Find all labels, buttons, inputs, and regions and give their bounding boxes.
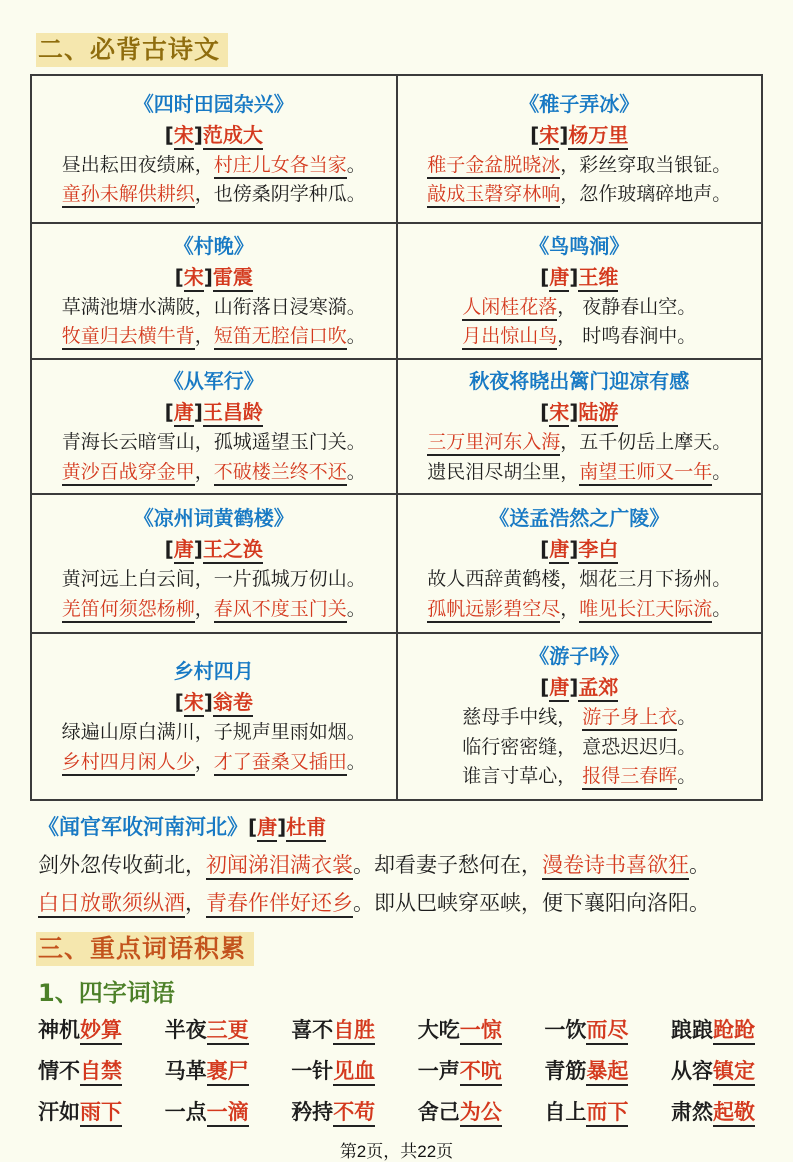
poem-author <box>38 534 390 565</box>
poem-cell <box>31 359 397 494</box>
highlighted-phrase: 孤帆远影碧空尽 <box>427 598 560 623</box>
poem-title: 《村晚》 <box>173 233 254 258</box>
word-item <box>38 1014 122 1044</box>
bracket: [ <box>164 400 174 425</box>
word-black-part: 从容 <box>670 1058 713 1083</box>
word-item <box>291 1096 375 1126</box>
poem-line <box>38 595 390 624</box>
poem-line <box>38 748 390 777</box>
word-red-part: 起敬 <box>713 1100 755 1127</box>
word-red-part: 不吭 <box>460 1059 502 1086</box>
plain-phrase: 。 <box>677 706 697 729</box>
plain-phrase: 。 <box>346 153 366 176</box>
poem-line <box>38 718 390 747</box>
word-black-part: 肃然 <box>670 1099 713 1124</box>
section-heading-poems-label: 二、必背古诗文 <box>36 33 228 67</box>
word-item <box>418 1014 502 1044</box>
poem-line <box>404 151 756 180</box>
highlighted-phrase: 村庄儿女各当家 <box>214 154 347 179</box>
poem-cell <box>397 75 763 223</box>
word-red-part: 为公 <box>460 1100 502 1127</box>
plain-phrase: ， <box>185 891 206 916</box>
poem-line <box>404 595 756 624</box>
highlighted-phrase: 游子身上衣 <box>582 706 677 731</box>
section-heading-poems <box>36 30 763 66</box>
poem-line <box>38 565 390 594</box>
highlighted-phrase: 白日放歌须纵酒 <box>38 891 185 918</box>
word-black-part: 神机 <box>38 1017 80 1042</box>
poem-author <box>404 672 756 703</box>
highlighted-phrase: 羌笛何须怨杨柳 <box>62 598 195 623</box>
extra-poem-author <box>248 815 326 842</box>
plain-phrase: 青海长云暗雪山，孤城遥望玉门关。 <box>61 431 366 454</box>
highlighted-phrase: 唯见长江天际流 <box>579 598 712 623</box>
poem-dynasty: 唐 <box>549 537 569 564</box>
word-item <box>291 1014 375 1044</box>
poem-line <box>404 733 756 762</box>
plain-phrase: 。 <box>346 750 366 773</box>
poem-cell <box>397 223 763 359</box>
word-black-part: 一饮 <box>544 1017 587 1042</box>
bracket: ] <box>203 264 213 289</box>
poem-author-name: 王之涣 <box>203 537 263 564</box>
word-item <box>671 1055 755 1085</box>
poem-line <box>38 180 390 209</box>
poem-author-name: 杜甫 <box>286 815 326 842</box>
bracket: [ <box>248 815 258 839</box>
poem-author-name: 陆游 <box>578 400 618 427</box>
plain-phrase: 临行密密缝， 意恐迟迟归。 <box>462 735 697 758</box>
highlighted-phrase: 南望王师又一年 <box>579 461 712 486</box>
word-black-part: 情不 <box>38 1058 80 1083</box>
plain-phrase: 。 <box>346 460 366 483</box>
bracket: [ <box>164 122 174 147</box>
word-red-part: 一滴 <box>207 1100 249 1127</box>
word-red-part: 而尽 <box>586 1018 628 1045</box>
poem-line <box>404 293 756 322</box>
poem-title: 《送孟浩然之广陵》 <box>489 506 670 531</box>
bracket: [ <box>540 675 550 700</box>
word-red-part: 见血 <box>333 1059 375 1086</box>
word-row <box>38 1055 755 1085</box>
bracket: ] <box>203 690 213 715</box>
bracket: ] <box>559 122 569 147</box>
plain-phrase: ， <box>194 750 214 773</box>
plain-phrase: 故人西辞黄鹤楼，烟花三月下扬州。 <box>427 568 732 591</box>
word-item <box>38 1096 122 1126</box>
poem-cell <box>397 494 763 633</box>
poem-line <box>404 180 756 209</box>
extra-poem-title: 《闻官军收河南河北》 <box>38 815 248 839</box>
bracket: ] <box>277 815 287 839</box>
page-number: 第2页，共22页 <box>339 1141 454 1161</box>
bracket: [ <box>540 537 550 562</box>
word-row <box>38 1014 755 1044</box>
poem-author <box>404 397 756 428</box>
plain-phrase: 。却看妻子愁何在， <box>353 853 542 878</box>
poem-title: 乡村四月 <box>173 659 254 684</box>
poem-author <box>38 687 390 718</box>
word-item <box>38 1055 122 1085</box>
highlighted-phrase: 青春作伴好还乡 <box>206 891 353 918</box>
plain-phrase: 昼出耘田夜绩麻， <box>61 153 214 176</box>
plain-phrase: 剑外忽传收蓟北， <box>38 853 206 878</box>
word-red-part: 而下 <box>586 1100 628 1127</box>
word-black-part: 青筋 <box>544 1058 587 1083</box>
highlighted-phrase: 月出惊山鸟 <box>462 325 557 350</box>
poem-author-name: 王维 <box>578 265 618 292</box>
word-red-part: 妙算 <box>80 1018 122 1045</box>
poem-title: 秋夜将晓出篱门迎凉有感 <box>469 369 690 394</box>
plain-phrase: 遗民泪尽胡尘里， <box>427 460 580 483</box>
word-black-part: 自上 <box>544 1099 587 1124</box>
poem-dynasty: 宋 <box>539 123 559 150</box>
word-red-part: 自禁 <box>80 1059 122 1086</box>
poem-author-name: 范成大 <box>203 123 263 150</box>
plain-phrase: 谁言寸草心， <box>462 765 583 788</box>
plain-phrase: ， 夜静春山空。 <box>557 295 697 318</box>
word-black-part: 舍己 <box>417 1099 460 1124</box>
plain-phrase: ， <box>194 460 214 483</box>
word-black-part: 踉踉 <box>670 1017 713 1042</box>
poem-line <box>404 762 756 791</box>
plain-phrase: 。 <box>346 325 366 347</box>
plain-phrase: ， <box>194 325 214 347</box>
word-red-part: 镇定 <box>713 1059 755 1086</box>
highlighted-phrase: 才了蚕桑又插田 <box>214 751 347 776</box>
poem-dynasty: 宋 <box>184 265 204 292</box>
poem-dynasty: 唐 <box>549 675 569 702</box>
poem-author-name: 翁卷 <box>213 690 253 717</box>
plain-phrase: 黄河远上白云间，一片孤城万仞山。 <box>61 568 366 591</box>
poem-dynasty: 唐 <box>257 815 277 842</box>
poem-line <box>404 458 756 487</box>
highlighted-phrase: 三万里河东入海 <box>427 431 560 456</box>
plain-phrase: ，也傍桑阴学种瓜。 <box>194 183 366 205</box>
word-item <box>291 1055 375 1085</box>
poem-line <box>404 322 756 351</box>
word-black-part: 马革 <box>164 1058 207 1083</box>
poem-title: 《鸟鸣涧》 <box>529 233 630 258</box>
word-red-part: 雨下 <box>80 1100 122 1127</box>
plain-phrase: ， <box>194 597 214 620</box>
bracket: [ <box>174 264 184 289</box>
plain-phrase: ， <box>560 597 580 620</box>
poem-author <box>404 120 756 151</box>
extra-poem-line <box>38 884 763 922</box>
poem-cell <box>397 633 763 800</box>
poem-title: 《四时田园杂兴》 <box>133 91 294 116</box>
poem-line <box>38 322 390 351</box>
poem-cell <box>397 359 763 494</box>
word-item <box>671 1014 755 1044</box>
highlighted-phrase: 不破楼兰终不还 <box>214 461 347 486</box>
bracket: ] <box>569 675 579 700</box>
plain-phrase: ，彩丝穿取当银钲。 <box>560 153 732 176</box>
highlighted-phrase: 牧童归去横牛背 <box>62 325 195 350</box>
poem-cell <box>31 223 397 359</box>
poem-dynasty: 宋 <box>184 690 204 717</box>
highlighted-phrase: 乡村四月闲人少 <box>62 751 195 776</box>
word-red-part: 不苟 <box>333 1100 375 1127</box>
plain-phrase: ，五千仞岳上摩天。 <box>560 431 732 454</box>
bracket: [ <box>540 264 550 289</box>
poem-cell <box>31 633 397 800</box>
word-item <box>671 1096 755 1126</box>
poem-author-name: 雷震 <box>213 265 253 292</box>
poem-author <box>404 534 756 565</box>
poem-line <box>404 565 756 594</box>
poem-author <box>38 262 390 293</box>
word-item <box>165 1096 249 1126</box>
subsection-heading-four-char-words: 1、四字词语 <box>38 978 175 1007</box>
plain-phrase: ， 时鸣春涧中。 <box>557 325 697 347</box>
poem-dynasty: 唐 <box>174 537 194 564</box>
poem-title: 《凉州词黄鹤楼》 <box>133 506 294 531</box>
plain-phrase: 草满池塘水满陂，山衔落日浸寒漪。 <box>61 295 366 318</box>
poems-table-row <box>31 75 762 223</box>
section-heading-words-label: 三、重点词语积累 <box>36 932 254 966</box>
plain-phrase: 。 <box>712 460 732 483</box>
plain-phrase: 。即从巴峡穿巫峡，便下襄阳向洛阳。 <box>353 891 710 916</box>
bracket: [ <box>174 690 184 715</box>
word-item <box>418 1055 502 1085</box>
poem-dynasty: 唐 <box>174 400 194 427</box>
highlighted-phrase: 人闲桂花落 <box>462 296 557 321</box>
plain-phrase: 绿遍山原白满川，子规声里雨如烟。 <box>61 721 366 744</box>
word-item <box>165 1014 249 1044</box>
poem-author-name: 杨万里 <box>568 123 628 150</box>
word-item <box>165 1055 249 1085</box>
word-red-part: 裹尸 <box>207 1059 249 1086</box>
extra-poem-line <box>38 846 763 884</box>
poem-cell <box>31 75 397 223</box>
extra-poem-block <box>38 808 763 923</box>
poems-table-row <box>31 223 762 359</box>
poem-cell <box>31 494 397 633</box>
plain-phrase: 。 <box>677 765 697 788</box>
poem-line <box>38 458 390 487</box>
word-item <box>544 1096 628 1126</box>
poem-line <box>404 428 756 457</box>
page-footer <box>30 1137 763 1162</box>
plain-phrase: ，忽作玻璃碎地声。 <box>560 183 732 205</box>
poem-title: 《从军行》 <box>163 369 264 394</box>
poems-table-row <box>31 494 762 633</box>
poem-line <box>38 293 390 322</box>
poems-table-body <box>31 75 762 800</box>
word-red-part: 暴起 <box>586 1059 628 1086</box>
word-item <box>544 1014 628 1044</box>
bracket: ] <box>193 537 203 562</box>
bracket: [ <box>164 537 174 562</box>
extra-poem-title-line <box>38 808 763 846</box>
poem-author <box>404 262 756 293</box>
poem-title: 《稚子弄冰》 <box>519 91 640 116</box>
highlighted-phrase: 短笛无腔信口吹 <box>214 325 347 350</box>
word-item <box>544 1055 628 1085</box>
word-black-part: 半夜 <box>164 1017 207 1042</box>
highlighted-phrase: 漫卷诗书喜欲狂 <box>542 853 689 880</box>
bracket: ] <box>193 400 203 425</box>
plain-phrase: 。 <box>712 597 732 620</box>
poem-title: 《游子吟》 <box>529 644 630 669</box>
poem-dynasty: 唐 <box>549 265 569 292</box>
poem-line <box>38 428 390 457</box>
poem-dynasty: 宋 <box>174 123 194 150</box>
word-red-part: 跄跄 <box>713 1018 755 1045</box>
highlighted-phrase: 报得三春晖 <box>582 765 677 790</box>
word-item <box>418 1096 502 1126</box>
word-black-part: 汗如 <box>38 1099 80 1124</box>
highlighted-phrase: 童孙未解供耕织 <box>62 183 195 208</box>
word-red-part: 自胜 <box>333 1018 375 1045</box>
word-black-part: 一针 <box>291 1058 334 1083</box>
bracket: ] <box>193 122 203 147</box>
highlighted-phrase: 黄沙百战穿金甲 <box>62 461 195 486</box>
words-grid <box>38 1014 755 1126</box>
highlighted-phrase: 稚子金盆脱晓冰 <box>427 154 560 179</box>
plain-phrase: 慈母手中线， <box>462 706 583 729</box>
bracket: ] <box>569 264 579 289</box>
poem-author-name: 孟郊 <box>578 675 618 702</box>
poem-dynasty: 宋 <box>549 400 569 427</box>
poem-author-name: 李白 <box>578 537 618 564</box>
poems-table-row <box>31 359 762 494</box>
section-heading-words <box>36 929 763 965</box>
poem-author-name: 王昌龄 <box>203 400 263 427</box>
word-red-part: 三更 <box>207 1018 249 1045</box>
poem-author <box>38 397 390 428</box>
poems-table-row <box>31 633 762 800</box>
plain-phrase: 。 <box>689 853 710 878</box>
bracket: ] <box>569 400 579 425</box>
bracket: [ <box>530 122 540 147</box>
highlighted-phrase: 春风不度玉门关 <box>214 598 347 623</box>
poem-line <box>38 151 390 180</box>
word-black-part: 矜持 <box>291 1099 334 1124</box>
poems-table <box>30 74 763 801</box>
word-black-part: 喜不 <box>291 1017 334 1042</box>
bracket: ] <box>569 537 579 562</box>
plain-phrase: 。 <box>346 597 366 620</box>
word-black-part: 大吃 <box>417 1017 460 1042</box>
poem-line <box>404 703 756 732</box>
word-black-part: 一声 <box>417 1058 460 1083</box>
highlighted-phrase: 敲成玉磬穿林响 <box>427 183 560 208</box>
word-row <box>38 1096 755 1126</box>
poem-author <box>38 120 390 151</box>
word-black-part: 一点 <box>164 1099 207 1124</box>
highlighted-phrase: 初闻涕泪满衣裳 <box>206 853 353 880</box>
word-red-part: 一惊 <box>460 1018 502 1045</box>
bracket: [ <box>540 400 550 425</box>
